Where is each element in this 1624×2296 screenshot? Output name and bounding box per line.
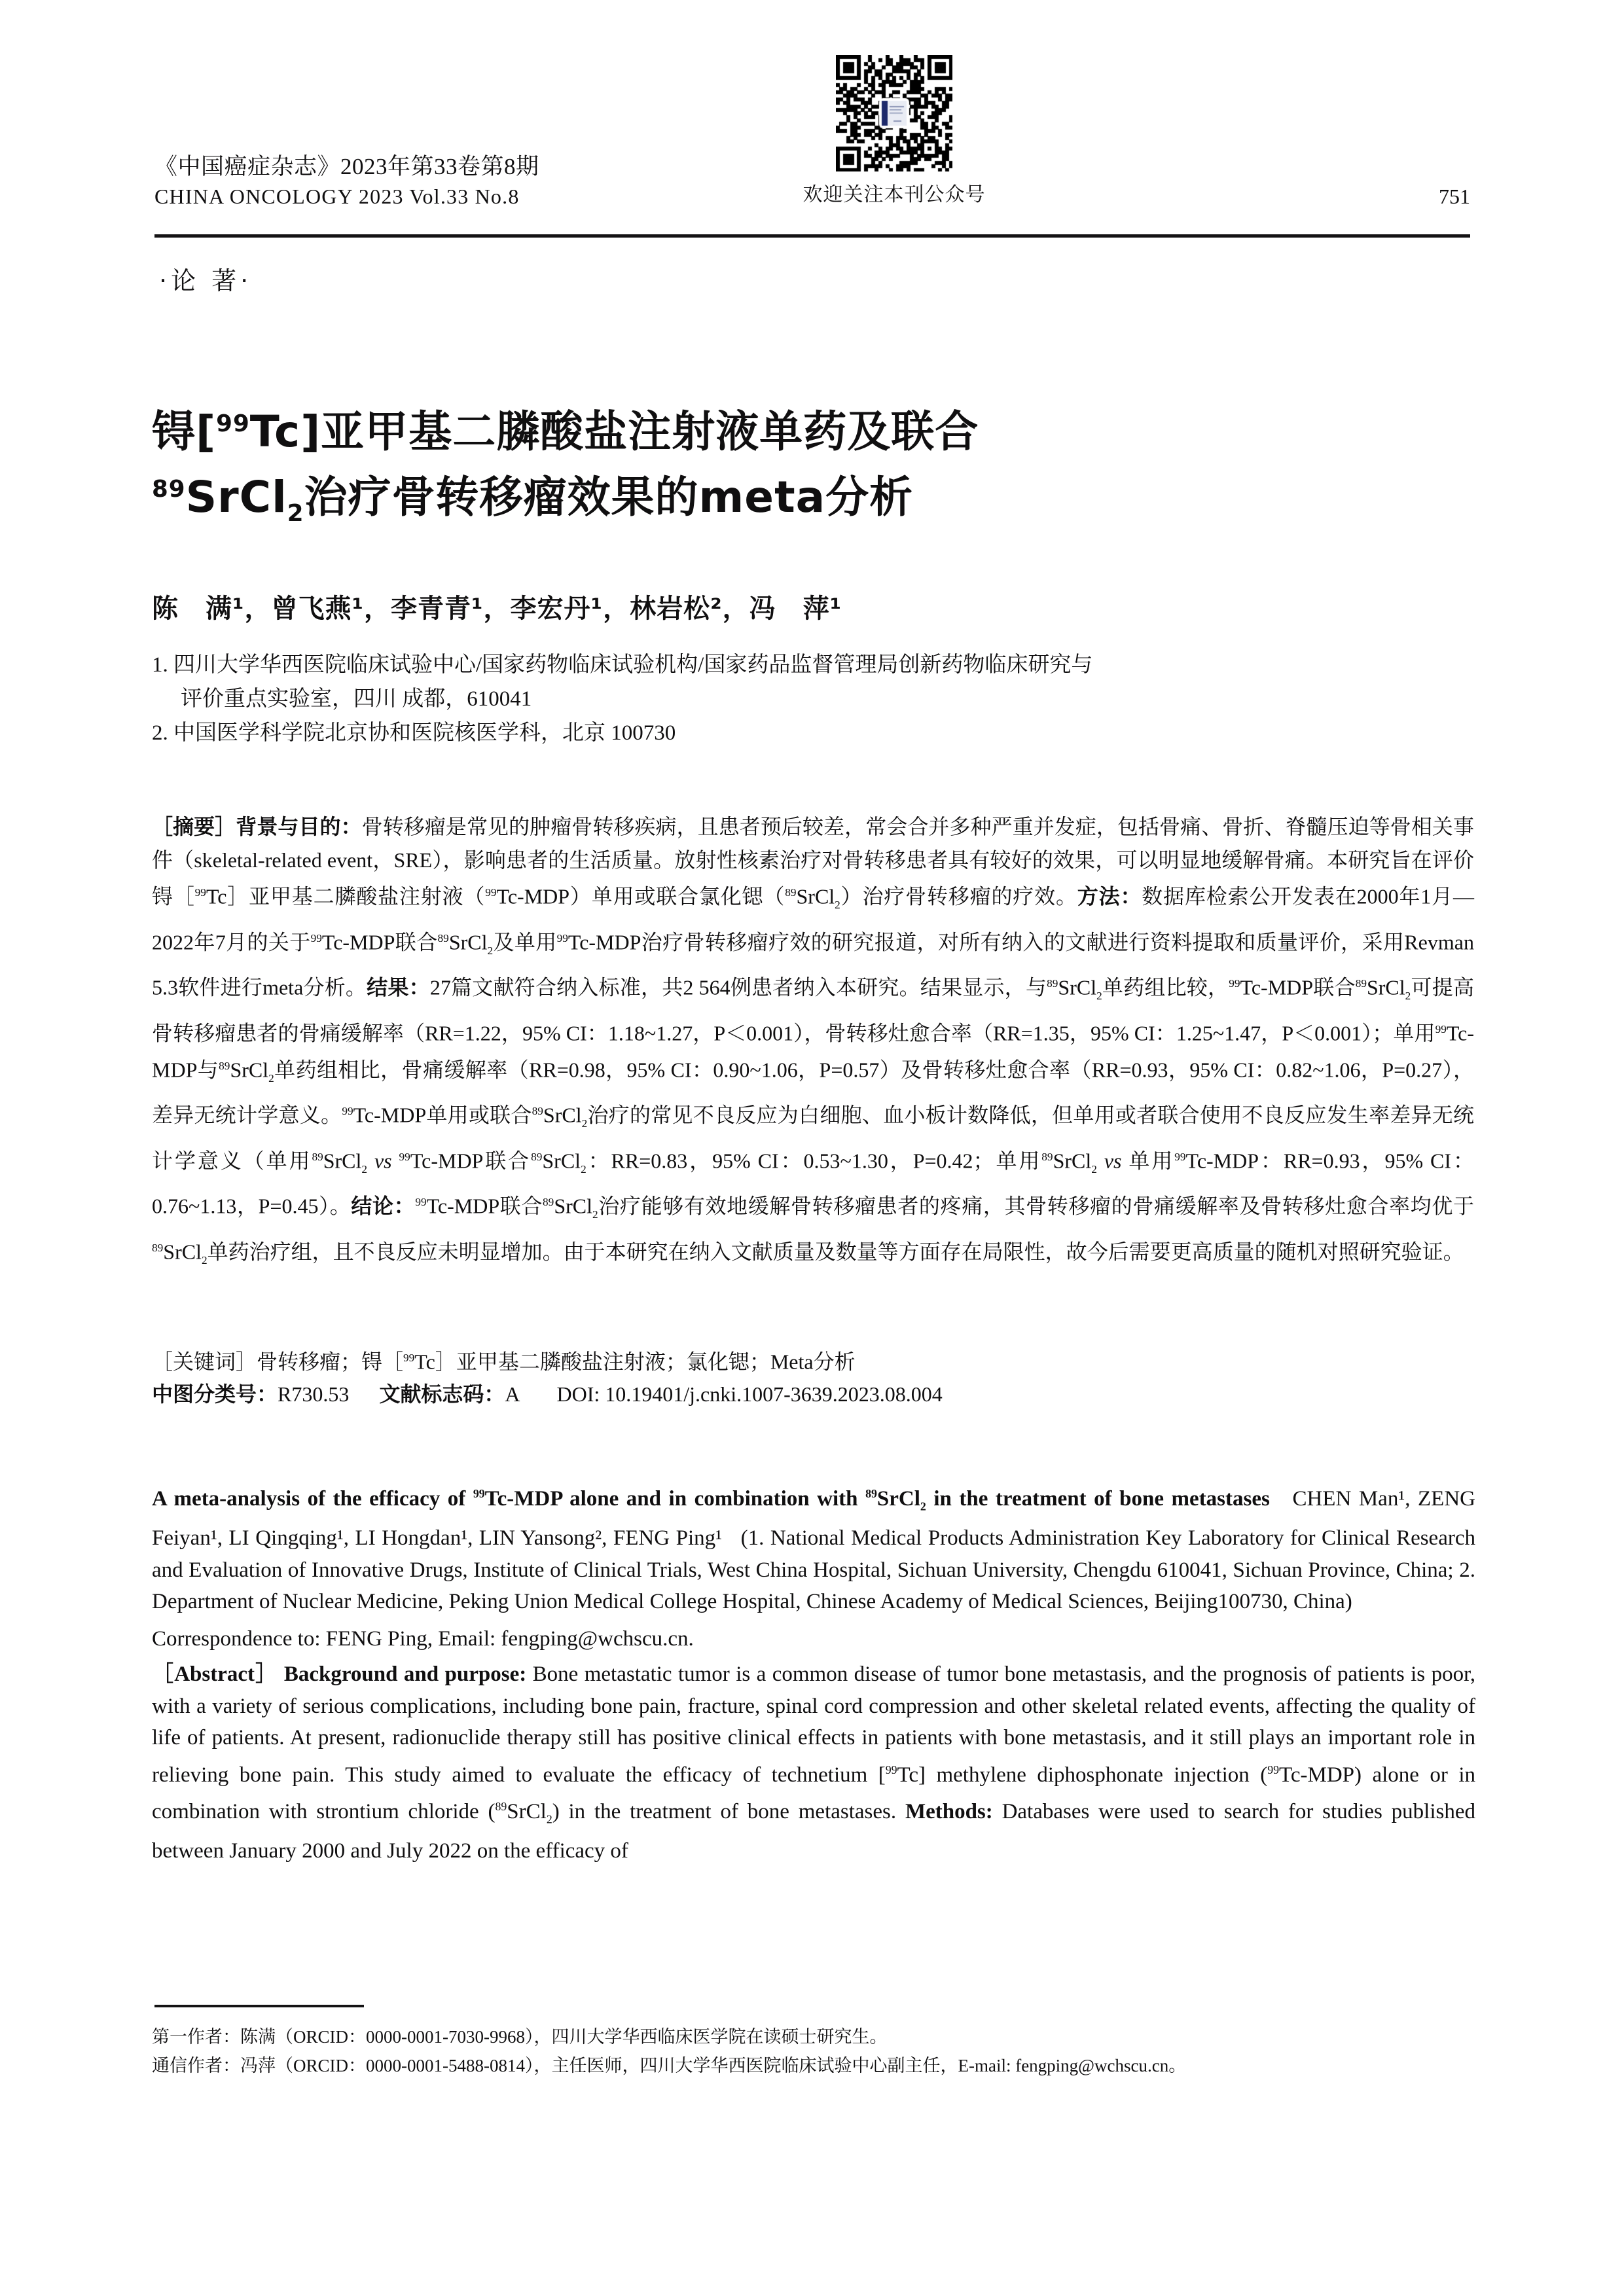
doc-type-label: 文献标志码： [379, 1382, 505, 1407]
footnote-corresponding-author: 通信作者：冯萍（ORCID：0000-0001-5488-0814），主任医师，四川大学华西医院临床试验中心副主任，E-mail: fengping@wchscu.cn。 [152, 2056, 1187, 2075]
title-line2: $^{89}$SrCl$_2$治疗骨转移瘤效果的meta分析 [152, 472, 914, 528]
english-title-and-authors: A meta-analysis of the efficacy of $^{99}$Tc-MDP alone and in combination with $^{89}$SrCl$_2$ in the treatment of bone metastases CHEN Man¹, ZENG Feiyan¹, LI Qingqing¹, LI Hongdan¹, LIN Yansong², FENG Ping¹ (1. National Medical Products Administration Key Laboratory for Clinical Research and Evaluation of Innovative Drugs, Institute of Clinical Trials, West China Hospital, Sichuan University, Chengdu 610041, Sichuan Province, China; 2. Department of Nuclear Medicine, Peking Union Medical College Hospital, Chinese Academy of Medical Sciences, Beijing100730, China) [152, 1487, 1475, 1614]
abstract-results-label: 结果： [367, 975, 430, 1000]
keywords-cn: ［关键词］骨转移瘤；锝［$^{99}$Tc］亚甲基二膦酸盐注射液；氯化锶；Meta分析 [152, 1350, 856, 1374]
journal-masthead [154, 152, 744, 211]
english-affiliations: (1. National Medical Products Administration Key Laboratory for Clinical Research and Evaluation of Innovative Drugs, Institute of Clinical Trials, West China Hospital, Sichuan University, Chengdu 610041, Sichuan Province, China; 2. Department of Nuclear Medicine, Peking Union Medical College Hospital, Chinese Academy of Medical Sciences, Beijing100730, China) [152, 1526, 1475, 1614]
abstract-cn: ［摘要］背景与目的：骨转移瘤是常见的肿瘤骨转移疾病，且患者预后较差，常会合并多种严重并发症，包括骨痛、骨折、脊髓压迫等骨相关事件（skeletal-related event，SRE），影响患者的生活质量。放射性核素治疗对骨转移患者具有较好的效果，可以明显地缓解骨痛。本研究旨在评价锝［$^{99}$Tc］亚甲基二膦酸盐注射液（$^{99}$Tc-MDP）单用或联合氯化锶（$^{89}$SrCl$_2$）治疗骨转移瘤的疗效。方法：数据库检索公开发表在2000年1月—2022年7月的关于$^{99}$Tc-MDP联合$^{89}$SrCl$_2$及单用$^{99}$Tc-MDP治疗骨转移瘤疗效的研究报道，对所有纳入的文献进行资料提取和质量评价，采用Revman 5.3软件进行meta分析。结果：27篇文献符合纳入标准，共2 564例患者纳入本研究。结果显示，与$^{89}$SrCl$_2$单药组比较，$^{99}$Tc-MDP联合$^{89}$SrCl$_2$可提高骨转移瘤患者的骨痛缓解率（RR=1.22，95% CI：1.18~1.27，P＜0.001），骨转移灶愈合率（RR=1.35，95% CI：1.25~1.47，P＜0.001）；单用$^{99}$Tc-MDP与$^{89}$SrCl$_2$单药组相比，骨痛缓解率（RR=0.98，95% CI：0.90~1.06，P=0.57）及骨转移灶愈合率（RR=0.93，95% CI：0.82~1.06，P=0.27），差异无统计学意义。$^{99}$Tc-MDP单用或联合$^{89}$SrCl$_2$治疗的常见不良反应为白细胞、血小板计数降低，但单用或者联合使用不良反应发生率差异无统计学意义（单用$^{89}$SrCl$_2$ vs $^{99}$Tc-MDP联合$^{89}$SrCl$_2$：RR=0.83，95% CI：0.53~1.30，P=0.42；单用$^{89}$SrCl$_2$ vs 单用$^{99}$Tc-MDP：RR=0.93，95% CI：0.76~1.13，P=0.45）。结论：$^{99}$Tc-MDP联合$^{89}$SrCl$_2$治疗能够有效地缓解骨转移瘤患者的疼痛，其骨转移瘤的骨痛缓解率及骨转移灶愈合率均优于$^{89}$SrCl$_2$单药治疗组，且不良反应未明显增加。由于本研究在纳入文献质量及数量等方面存在局限性，故今后需要更高质量的随机对照研究验证。 [152, 814, 1474, 1267]
section-mark: ·论 著· [159, 266, 253, 295]
page-header [154, 152, 1470, 232]
doi-value[interactable]: 10.19401/j.cnki.1007-3639.2023.08.004 [605, 1382, 943, 1406]
classification-line [152, 1378, 1474, 1410]
english-section [152, 1478, 1475, 1867]
keywords-label: ［关键词］ [152, 1350, 257, 1374]
english-methods-label: Methods: [905, 1800, 993, 1824]
english-bg-label: Background and purpose: [283, 1662, 527, 1687]
affiliations-cn [152, 648, 1474, 750]
affiliation-2: 2. 中国医学科学院北京协和医院核医学科，北京 100730 [152, 721, 676, 745]
doi-label: DOI: [556, 1382, 600, 1406]
authors-cn: 陈 满¹，曾飞燕¹，李青青¹，李宏丹¹，林岩松²，冯 萍¹ [152, 594, 842, 624]
doc-type-value: A [505, 1382, 520, 1406]
title-line1: 锝[$^{99}$Tc]亚甲基二膦酸盐注射液单药及联合 [152, 406, 979, 457]
abstract-bg-label: 背景与目的： [236, 814, 362, 839]
english-abstract-label: ［Abstract］ [152, 1662, 278, 1687]
abstract-methods-label: 方法： [1077, 884, 1142, 909]
correspondence-line: Correspondence to: FENG Ping, Email: fengping@wchscu.cn. [152, 1626, 694, 1651]
clc-value: R730.53 [278, 1382, 350, 1406]
qr-caption: 欢迎关注本刊公众号 [803, 183, 986, 206]
affiliation-1-line1: 1. 四川大学华西医院临床试验中心/国家药物临床试验机构/国家药品监督管理局创新药物临床研究与 [152, 653, 1093, 677]
english-abstract: ［Abstract］ Background and purpose: Bone metastatic tumor is a common disease of tumor bone metastasis, and the prognosis of patients is poor, with a variety of serious complications, including bone pain, fracture, spinal cord compression and other skeletal related events, affecting the quality of life of patients. At present, radionuclide therapy still has positive clinical effects in patients with bone metastasis, and it still plays an important role in relieving bone pain. This study aimed to evaluate the efficacy of technetium [$^{99}$Tc] methylene diphosphonate injection ($^{99}$Tc-MDP) alone or in combination with strontium chloride ($^{89}$SrCl$_2$) in the treatment of bone metastases. Methods: Databases were used to search for studies published between January 2000 and July 2022 on the efficacy of [152, 1662, 1475, 1863]
journal-title-en: CHINA ONCOLOGY 2023 Vol.33 No.8 [154, 185, 520, 208]
clc-label: 中图分类号： [152, 1382, 278, 1407]
page-title [152, 395, 1474, 543]
wechat-qr-block [757, 55, 1032, 207]
abstract-bg-text: 骨转移瘤是常见的肿瘤骨转移疾病，且患者预后较差，常会合并多种严重并发症，包括骨痛、骨折、脊髓压迫等骨相关事件（skeletal-related event，SRE），影响患者的生活质量。放射性核素治疗对骨转移患者具有较好的效果，可以明显地缓解骨痛。本研究旨在评价锝［ [152, 815, 1474, 908]
journal-title-cn: 《中国癌症杂志》2023年第33卷第8期 [154, 154, 539, 179]
english-authors: CHEN Man¹, ZENG Feiyan¹, LI Qingqing¹, LI Hongdan¹, LIN Yansong², FENG Ping¹ [152, 1487, 1475, 1551]
affiliation-1-line2: 评价重点实验室，四川 成都，610041 [181, 687, 532, 711]
footnote-first-author: 第一作者：陈满（ORCID：0000-0001-7030-9968），四川大学华西临床医学院在读硕士研究生。 [152, 2027, 888, 2047]
page-number: 751 [1439, 185, 1470, 208]
header-divider [154, 234, 1470, 238]
abstract-conclusion-label: 结论： [351, 1194, 416, 1219]
footnote-divider [154, 2005, 364, 2007]
footnote-block [152, 2022, 1474, 2080]
abstract-label-cn: ［摘要］ [152, 814, 236, 839]
qr-code-icon[interactable] [836, 55, 952, 171]
